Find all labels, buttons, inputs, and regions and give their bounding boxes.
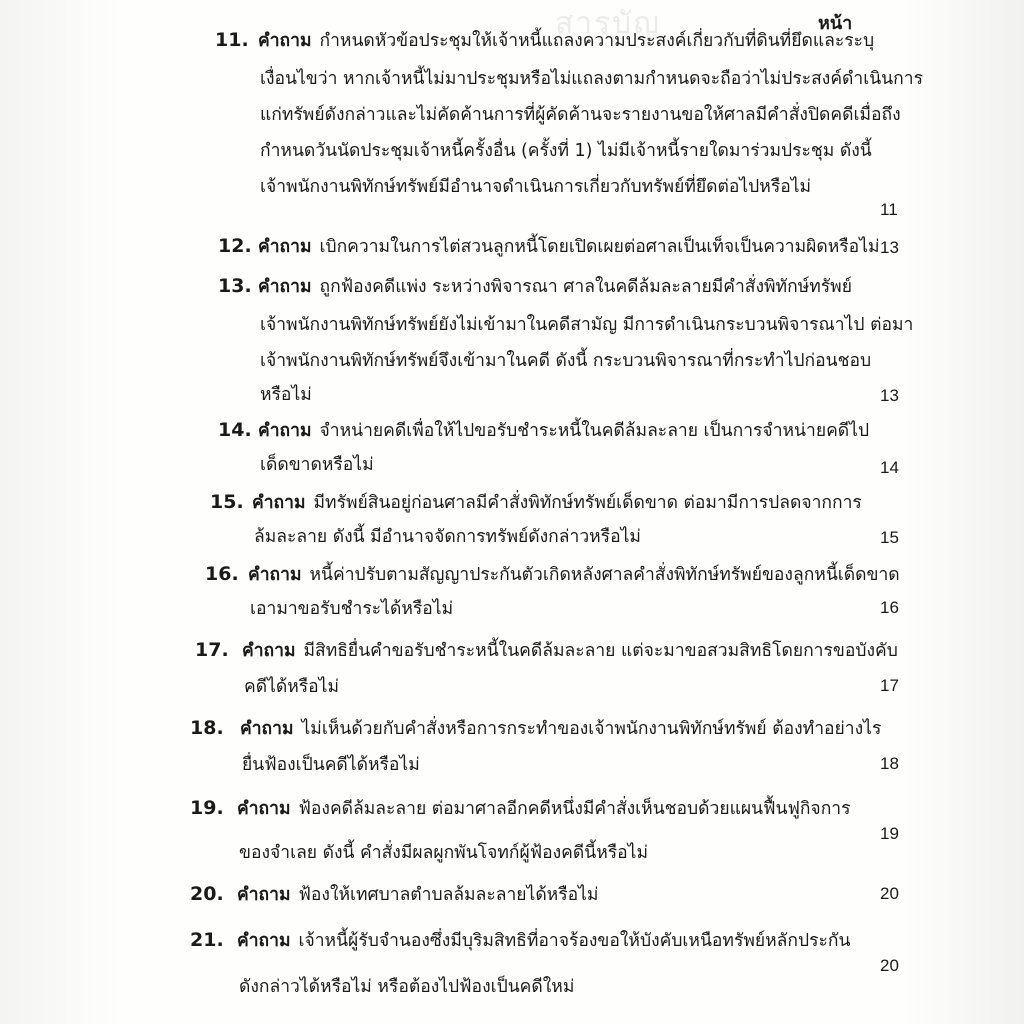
entry-text: เบิกความในการไต่สวนลูกหนี้โดยเปิดเผยต่อศาลเป็นเท็จเป็นความผิดหรือไม่ <box>319 237 880 257</box>
entry-page-number: 16 <box>880 598 899 617</box>
question-label: คำถาม <box>258 237 312 257</box>
entry-text: มีสิทธิยื่นคำขอรับชำระหนี้ในคดีล้มละลาย แต่จะมาขอสวมสิทธิโดยการขอบังคับ <box>303 641 898 661</box>
entry-text: ถูกฟ้องคดีแพ่ง ระหว่างพิจารณา ศาลในคดีล้มละลายมีคำสั่งพิทักษ์ทรัพย์ <box>319 277 852 297</box>
entry-text-line <box>237 884 598 906</box>
question-label: คำถาม <box>252 493 306 513</box>
entry-number: 15. <box>210 491 244 513</box>
entry-page-number: 14 <box>880 458 899 477</box>
entry-text-line <box>258 276 852 298</box>
entry-page-number: 15 <box>880 528 899 547</box>
entry-text-line <box>260 104 901 126</box>
entry-text: แก่ทรัพย์ดังกล่าวและไม่คัดค้านการที่ผู้คัดค้านจะรายงานขอให้ศาลมีคำสั่งปิดคดีเมื่อถึง <box>260 105 901 125</box>
entry-page-number: 18 <box>880 754 899 773</box>
entry-text-line <box>260 176 811 198</box>
entry-number: 14. <box>218 419 252 441</box>
page-column-header: หน้า <box>818 13 853 34</box>
bleed-through-title: สารบัญ <box>555 6 661 41</box>
entry-page-number: 19 <box>880 824 899 843</box>
entry-page-number: 13 <box>880 386 899 405</box>
entry-text-line <box>260 140 872 162</box>
entry-number: 17. <box>195 639 229 661</box>
entry-text-line <box>248 564 900 586</box>
entry-text-line <box>250 598 453 620</box>
entry-text: กำหนดวันนัดประชุมเจ้าหนี้ครั้งอื่น (ครั้งที่ 1) ไม่มีเจ้าหนี้รายใดมาร่วมประชุม ดังนี้ <box>260 141 872 161</box>
entry-text-line <box>244 676 339 698</box>
entry-text: หนี้ค่าปรับตามสัญญาประกันตัวเกิดหลังศาลคำสั่งพิทักษ์ทรัพย์ของลูกหนี้เด็ดขาด <box>309 565 900 585</box>
entry-number: 18. <box>190 717 224 739</box>
entry-number: 21. <box>190 929 224 951</box>
entry-text-line <box>239 976 574 998</box>
entry-number: 16. <box>205 563 239 585</box>
entry-text-line <box>260 454 374 476</box>
entry-text: ฟ้องให้เทศบาลตำบลล้มละลายได้หรือไม่ <box>298 885 599 905</box>
entry-text: ของจำเลย ดังนี้ คำสั่งมีผลผูกพันโจทก์ผู้ฟ้องคดีนี้หรือไม่ <box>239 843 648 863</box>
entry-text: ดังกล่าวได้หรือไม่ หรือต้องไปฟ้องเป็นคดีใหม่ <box>239 977 575 997</box>
entry-text-line <box>260 314 913 336</box>
entry-text-line <box>239 842 648 864</box>
question-label: คำถาม <box>237 799 291 819</box>
entry-text: จำหน่ายคดีเพื่อให้ไปขอรับชำระหนี้ในคดีล้มละลาย เป็นการจำหน่ายคดีไป <box>319 421 870 441</box>
entry-number: 20. <box>190 883 224 905</box>
entry-text: หรือไม่ <box>260 385 312 405</box>
entry-text: เจ้าหนี้ผู้รับจำนองซึ่งมีบุริมสิทธิที่อาจร้องขอให้บังคับเหนือทรัพย์หลักประกัน <box>298 931 851 951</box>
entry-page-number: 20 <box>880 956 899 975</box>
entry-number: 19. <box>190 797 224 819</box>
entry-text: กำหนดหัวข้อประชุมให้เจ้าหนี้แถลงความประสงค์เกี่ยวกับที่ดินที่ยึดและระบุ <box>319 31 875 51</box>
entry-text: ไม่เห็นด้วยกับคำสั่งหรือการกระทำของเจ้าพนักงานพิทักษ์ทรัพย์ ต้องทำอย่างไร <box>301 719 882 739</box>
question-label: คำถาม <box>237 885 291 905</box>
entry-number: 11. <box>215 29 249 51</box>
question-label: คำถาม <box>258 277 312 297</box>
entry-text: เอามาขอรับชำระได้หรือไม่ <box>250 599 454 619</box>
entry-text-line <box>260 350 871 372</box>
entry-text: เด็ดขาดหรือไม่ <box>260 455 374 475</box>
question-label: คำถาม <box>237 931 291 951</box>
entry-number: 13. <box>218 275 252 297</box>
entry-text-line <box>242 754 420 776</box>
entry-text: เงื่อนไขว่า หากเจ้าหนี้ไม่มาประชุมหรือไม่แถลงตามกำหนดจะถือว่าไม่ประสงค์ดำเนินการ <box>260 69 923 89</box>
entry-text-line <box>258 420 869 442</box>
entry-text: เจ้าพนักงานพิทักษ์ทรัพย์จึงเข้ามาในคดี ดังนี้ กระบวนพิจารณาที่กระทำไปก่อนชอบ <box>260 351 872 371</box>
entry-page-number: 11 <box>880 200 898 219</box>
question-label: คำถาม <box>258 421 312 441</box>
question-label: คำถาม <box>242 641 296 661</box>
entry-text-line <box>240 718 881 740</box>
entry-text-line <box>260 384 312 406</box>
entry-text-line <box>242 640 898 662</box>
entry-text: คดีได้หรือไม่ <box>244 677 340 697</box>
entry-text: เจ้าพนักงานพิทักษ์ทรัพย์ยังไม่เข้ามาในคดีสามัญ มีการดำเนินกระบวนพิจารณาไป ต่อมา <box>260 315 914 335</box>
entry-text-line <box>252 492 862 514</box>
entry-text: เจ้าพนักงานพิทักษ์ทรัพย์มีอำนาจดำเนินการเกี่ยวกับทรัพย์ที่ยึดต่อไปหรือไม่ <box>260 177 812 197</box>
entry-page-number: 13 <box>880 238 899 257</box>
entry-text-line <box>237 798 851 820</box>
entry-text-line <box>254 526 641 548</box>
entry-page-number: 20 <box>880 884 899 903</box>
entry-text-line <box>260 68 923 90</box>
entry-text: ฟ้องคดีล้มละลาย ต่อมาศาลอีกคดีหนึ่งมีคำสั่งเห็นชอบด้วยแผนฟื้นฟูกิจการ <box>298 799 851 819</box>
question-label: คำถาม <box>258 31 312 51</box>
entry-number: 12. <box>218 235 252 257</box>
entry-text-line <box>258 236 880 258</box>
entry-page-number: 17 <box>880 676 899 695</box>
entry-text: ล้มละลาย ดังนี้ มีอำนาจจัดการทรัพย์ดังกล่าวหรือไม่ <box>254 527 641 547</box>
entry-text-line <box>258 30 874 52</box>
entry-text: มีทรัพย์สินอยู่ก่อนศาลมีคำสั่งพิทักษ์ทรัพย์เด็ดขาด ต่อมามีการปลดจากการ <box>313 493 862 513</box>
question-label: คำถาม <box>248 565 302 585</box>
question-label: คำถาม <box>240 719 294 739</box>
entry-text: ยื่นฟ้องเป็นคดีได้หรือไม่ <box>242 755 420 775</box>
entry-text-line <box>237 930 850 952</box>
